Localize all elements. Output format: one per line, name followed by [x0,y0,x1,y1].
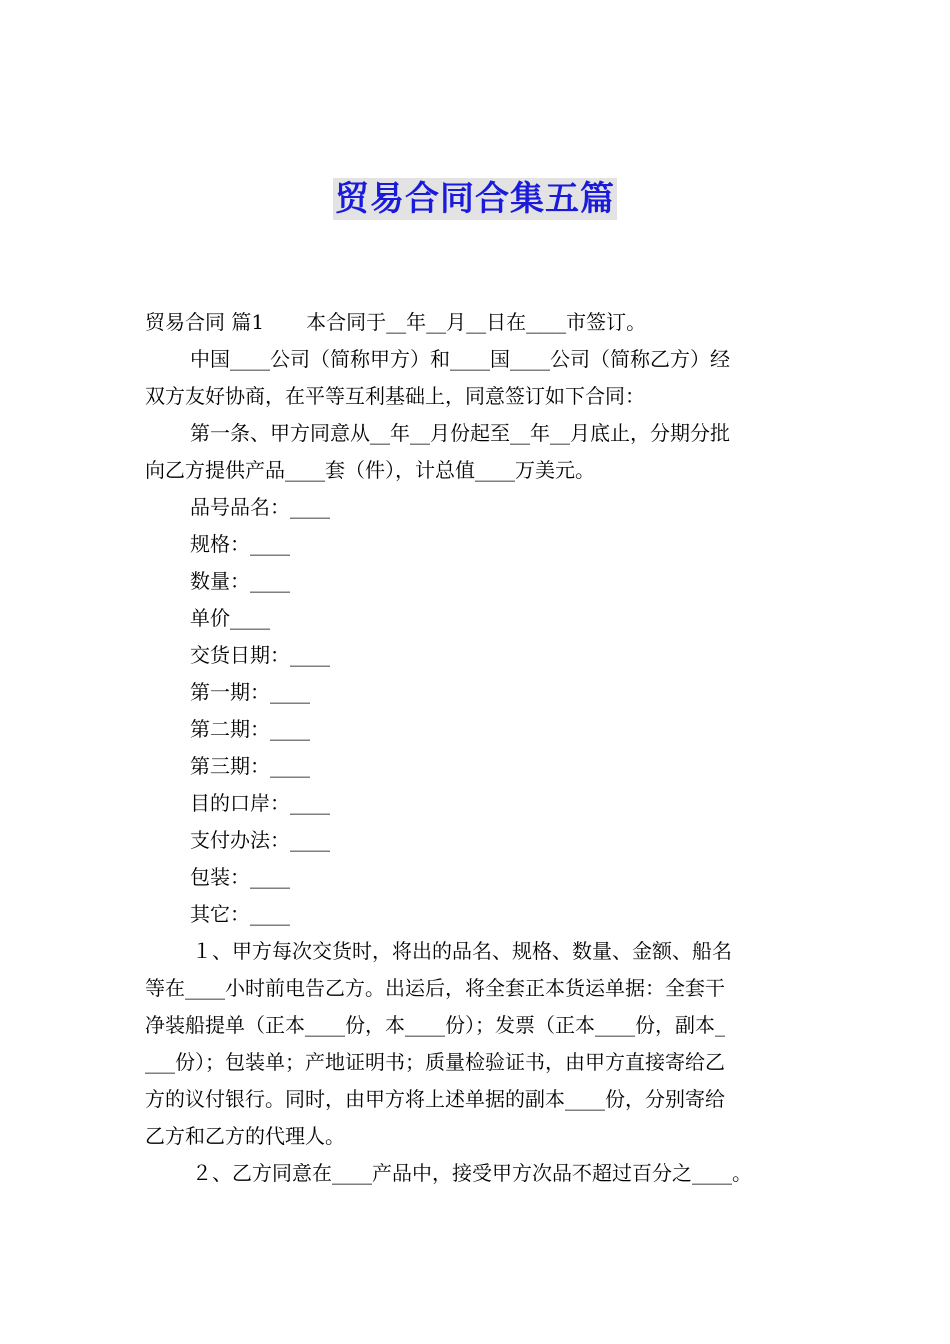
document-body [145,304,810,1192]
field-line: 单价____ [190,606,270,630]
paragraph-line: １、甲方每次交货时，将出的品名、规格、数量、金额、船名 [192,939,732,963]
paragraph-line: 第一条、甲方同意从__年__月份起至__年__月底止，分期分批 [190,421,730,445]
document-title: 贸易合同合集五篇 [335,179,615,219]
field-line: 规格：____ [190,532,290,556]
paragraph-line: 方的议付银行。同时，由甲方将上述单据的副本____份，分别寄给 [145,1087,725,1111]
paragraph-text: 本合同于__年__月__日在____市签订。 [306,310,647,334]
field-line: 第二期：____ [190,717,310,741]
paragraph-line: ２、乙方同意在____产品中，接受甲方次品不超过百分之____。 [192,1161,752,1185]
paragraph-line: ___份）；包装单；产地证明书；质量检验证书，由甲方直接寄给乙 [145,1050,725,1074]
paragraph-line: 双方友好协商，在平等互利基础上，同意签订如下合同： [145,384,645,408]
paragraph-line: 向乙方提供产品____套（件），计总值____万美元。 [145,458,595,482]
field-line: 目的口岸：____ [190,791,330,815]
field-line: 数量：____ [190,569,290,593]
field-line: 其它：____ [190,902,290,926]
field-line: 包装：____ [190,865,290,889]
paragraph-line: 乙方和乙方的代理人。 [145,1124,345,1148]
paragraph-line: 中国____公司（简称甲方）和____国____公司（简称乙方）经 [190,347,730,371]
paragraph-line: 净装船提单（正本____份，本____份）；发票（正本____份，副本_ [145,1013,725,1037]
title-container [0,178,950,220]
section-label: 贸易合同 篇1 [145,310,265,334]
field-line: 第一期：____ [190,680,310,704]
field-line: 第三期：____ [190,754,310,778]
field-line: 交货日期：____ [190,643,330,667]
field-line: 支付办法：____ [190,828,330,852]
paragraph-line: 等在____小时前电告乙方。出运后，将全套正本货运单据：全套干 [145,976,725,1000]
field-line: 品号品名：____ [190,495,330,519]
paragraph-line [145,304,810,341]
